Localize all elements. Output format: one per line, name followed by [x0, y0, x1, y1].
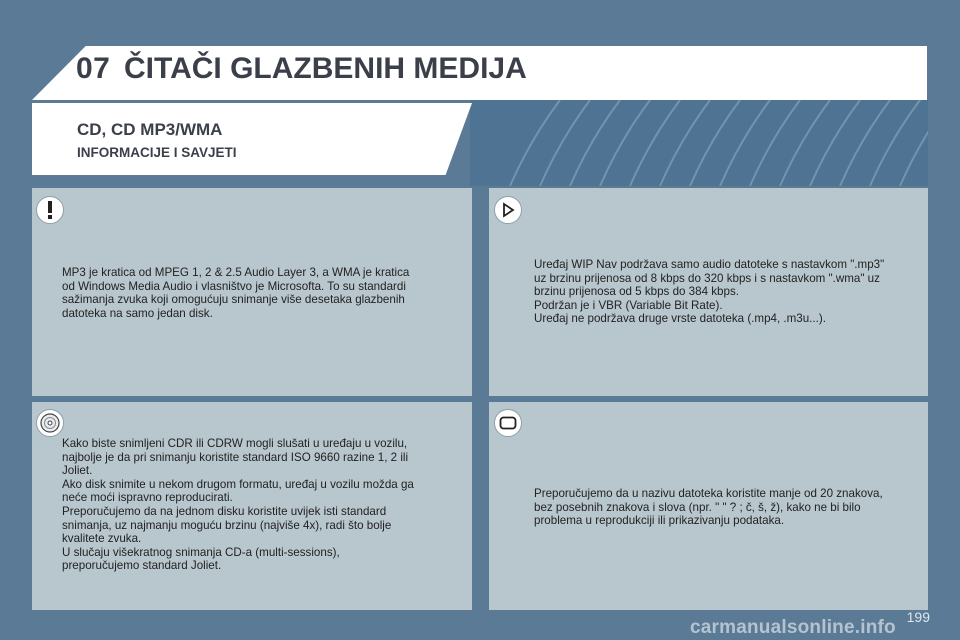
- warning-icon: [36, 196, 64, 224]
- play-triangle-icon: [494, 196, 522, 224]
- decorative-stripes: [470, 100, 928, 186]
- chapter-title: ČITAČI GLAZBENIH MEDIJA: [124, 52, 527, 85]
- section-title: CD, CD MP3/WMA: [77, 120, 223, 139]
- note-text: Preporučujemo da u nazivu datoteka koristite manje od 20 znakova, bez posebnih znakova i slova (npr. " " ? ; č, š, ž), kako ne bi bilo problema u reprodukciji ili prikazivanju podataka.: [534, 487, 883, 528]
- watermark: carmanualsonline.info: [690, 617, 896, 638]
- note-box-icon: [494, 409, 522, 437]
- warning-text: MP3 je kratica od MPEG 1, 2 & 2.5 Audio Layer 3, a WMA je kratica od Windows Media Audio i vlasništvo je Microsofta. To su standardi sažimanja zvuka koji omogućuju snimanje više desetaka glazbenih datoteka na samo jedan disk.: [62, 266, 410, 320]
- disc-text: Kako biste snimljeni CDR ili CDRW mogli slušati u uređaju u vozilu, najbolje je da pri snimanju koristite standard ISO 9660 razine 1, 2 ili Joliet. Ako disk snimite u nekom drugom formatu, uređaj u vozilu možda ga neće moći ispravno reproducirati. Preporučujemo da na jednom disku koristite uvijek isti standard snimanja, uz najmanju moguću brzinu (najviše 4x), radi što bolje kvalitete zvuka. U slučaju višekratnog snimanja CD-a (multi-sessions), preporučujemo standard Joliet.: [62, 437, 414, 573]
- chapter-number: 07: [76, 52, 111, 85]
- disc-icon: [36, 409, 64, 437]
- page-number: 199: [906, 609, 930, 625]
- section-subtitle: INFORMACIJE I SAVJETI: [77, 145, 237, 160]
- info-text: Uređaj WIP Nav podržava samo audio datoteke s nastavkom ".mp3" uz brzinu prijenosa od 8 kbps do 320 kbps i s nastavkom ".wma" uz brzinu prijenosa od 5 kbps do 384 kbps. Podržan je i VBR (Variable Bit Rate). Uređaj ne podržava druge vrste datoteka (.mp4, .m3u...).: [534, 258, 885, 326]
